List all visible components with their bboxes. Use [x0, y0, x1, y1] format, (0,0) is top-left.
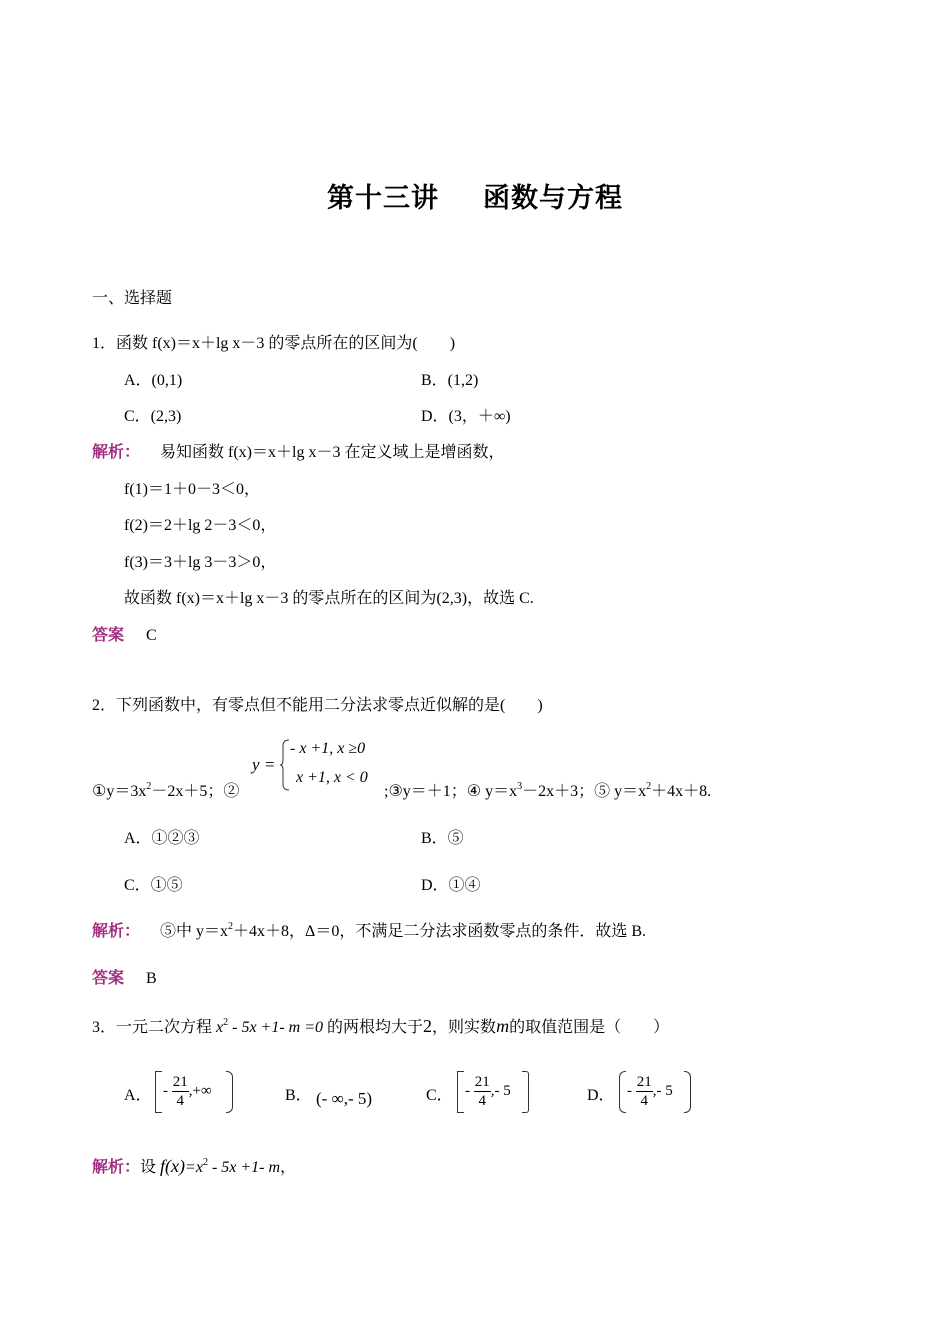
piecewise-y: y	[252, 755, 260, 774]
q3-stem-post: 的取值范围是（ ）	[509, 1019, 670, 1036]
q2-rest-sup1: 3	[517, 781, 523, 792]
q2-opt1-pre: ①y＝3x	[92, 783, 147, 800]
q1-answer	[92, 622, 157, 645]
q2-opt1-sup: 2	[146, 781, 152, 792]
q3-a-num: 21	[172, 1073, 188, 1090]
q2-rest-sup2: 2	[646, 781, 652, 792]
section-heading: 一、选择题	[92, 290, 173, 307]
q2-analysis-sup: 2	[228, 921, 234, 932]
q2-option-b: B．⑤	[421, 830, 464, 847]
q3-eq-rest: - 5x +1- m =0	[228, 1019, 324, 1036]
q1-answer-label: 答案	[92, 627, 125, 644]
q2-option-d: D．①④	[421, 877, 481, 894]
q3-option-a-label: A．	[124, 1087, 152, 1104]
q3-a-tail: ,+∞	[188, 1082, 212, 1099]
q1-analysis-line-2: f(1)＝1＋0－3＜0，	[124, 481, 260, 498]
piecewise-row-2: x +1, x < 0	[296, 769, 368, 786]
q3-c-den: 4	[478, 1092, 486, 1109]
q2-answer-label: 答案	[92, 970, 125, 987]
q3-stem	[92, 1014, 669, 1037]
q1-option-c: C．(2,3)	[124, 408, 182, 425]
q2-answer	[92, 965, 157, 988]
q3-a-minus: -	[163, 1082, 168, 1099]
q3-stem-two: 2	[423, 1016, 433, 1036]
q3-analysis-label: 解析：	[92, 1159, 141, 1176]
q3-d-den: 4	[640, 1092, 648, 1109]
q3-d-tail: ,- 5	[652, 1082, 673, 1099]
q3-eq-x: x	[216, 1019, 224, 1036]
q3-option-c	[457, 1071, 529, 1111]
q1-option-b: B．(1,2)	[421, 372, 479, 389]
q2-option-a: A．①②③	[124, 830, 200, 847]
q3-c-num: 21	[474, 1073, 490, 1090]
q3-stem-pre: 3．一元二次方程	[92, 1019, 213, 1036]
q3-option-b: (- ∞,- 5)	[316, 1089, 373, 1108]
q3-stem-m: m	[496, 1016, 510, 1036]
q1-analysis-line-4: f(3)＝3＋lg 3－3＞0，	[124, 554, 277, 571]
title-left: 第十三讲	[327, 183, 439, 214]
q3-analysis	[92, 1154, 296, 1177]
q3-option-b-label: B．	[285, 1087, 312, 1104]
q3-analysis-eq: =x	[185, 1159, 203, 1176]
q2-opt1-post: －2x＋5；②	[151, 783, 240, 800]
q1-analysis-line-1: 易知函数 f(x)＝x＋lg x－3 在定义域上是增函数，	[160, 444, 505, 461]
q3-a-den: 4	[176, 1092, 184, 1109]
q2-option-c: C．①⑤	[124, 877, 183, 894]
q3-c-tail: ,- 5	[490, 1082, 511, 1099]
q2-options-line	[92, 778, 239, 801]
q2-rest-c: ＋4x＋8.	[651, 783, 712, 800]
q3-d-minus: -	[627, 1082, 632, 1099]
q3-analysis-comma: ，	[280, 1159, 297, 1176]
q2-analysis-post: ＋4x＋8，Δ＝0，不满足二分法求函数零点的条件．故选 B.	[233, 923, 646, 940]
q1-analysis-line-5: 故函数 f(x)＝x＋lg x－3 的零点所在的区间为(2,3)，故选 C.	[124, 590, 534, 607]
q3-analysis-f: f	[160, 1156, 166, 1176]
q3-c-minus: -	[465, 1082, 470, 1099]
q2-answer-value: B	[146, 970, 157, 987]
q1-stem: 1．函数 f(x)＝x＋lg x－3 的零点所在的区间为( )	[92, 335, 456, 352]
q2-analysis-label: 解析：	[92, 923, 141, 940]
q3-option-d	[619, 1071, 691, 1111]
q2-rest-a: ;③y＝＋1；④ y＝x	[384, 783, 518, 800]
q3-stem-mid2: ，则实数	[432, 1019, 497, 1036]
q3-analysis-sup: 2	[202, 1157, 208, 1168]
q2-analysis	[92, 918, 646, 941]
q1-analysis-line-3: f(2)＝2＋lg 2－3＜0，	[124, 517, 277, 534]
q3-option-c-label: C．	[426, 1087, 453, 1104]
q3-a-fraction	[172, 1073, 189, 1110]
q3-option-a	[155, 1071, 233, 1111]
title-right: 函数与方程	[483, 183, 623, 214]
q1-option-d: D．(3，＋∞)	[421, 408, 511, 425]
q1-option-a: A．(0,1)	[124, 372, 183, 389]
q1-analysis-label: 解析：	[92, 444, 141, 461]
q3-option-d-label: D．	[587, 1087, 615, 1104]
q3-d-num: 21	[636, 1073, 652, 1090]
q3-analysis-pre: 设	[140, 1159, 157, 1176]
q3-c-fraction	[474, 1073, 491, 1110]
q1-analysis	[92, 439, 504, 462]
q1-answer-value: C	[146, 627, 157, 644]
q2-stem: 2．下列函数中，有零点但不能用二分法求零点近似解的是( )	[92, 697, 543, 714]
q3-stem-mid: 的两根均大于	[327, 1019, 424, 1036]
piecewise-eq: =	[265, 755, 275, 774]
q3-d-fraction	[636, 1073, 653, 1110]
q3-eq-sup: 2	[223, 1017, 229, 1028]
page-title	[0, 176, 950, 215]
q2-analysis-pre: ⑤中 y＝x	[160, 923, 229, 940]
q3-analysis-tail: - 5x +1- m	[207, 1159, 281, 1176]
piecewise-row-1: - x +1, x ≥0	[290, 740, 366, 757]
q3-analysis-x: (x)	[165, 1156, 186, 1176]
q2-rest-b: －2x＋3；⑤ y＝x	[522, 783, 647, 800]
q2-options-rest	[384, 778, 711, 801]
